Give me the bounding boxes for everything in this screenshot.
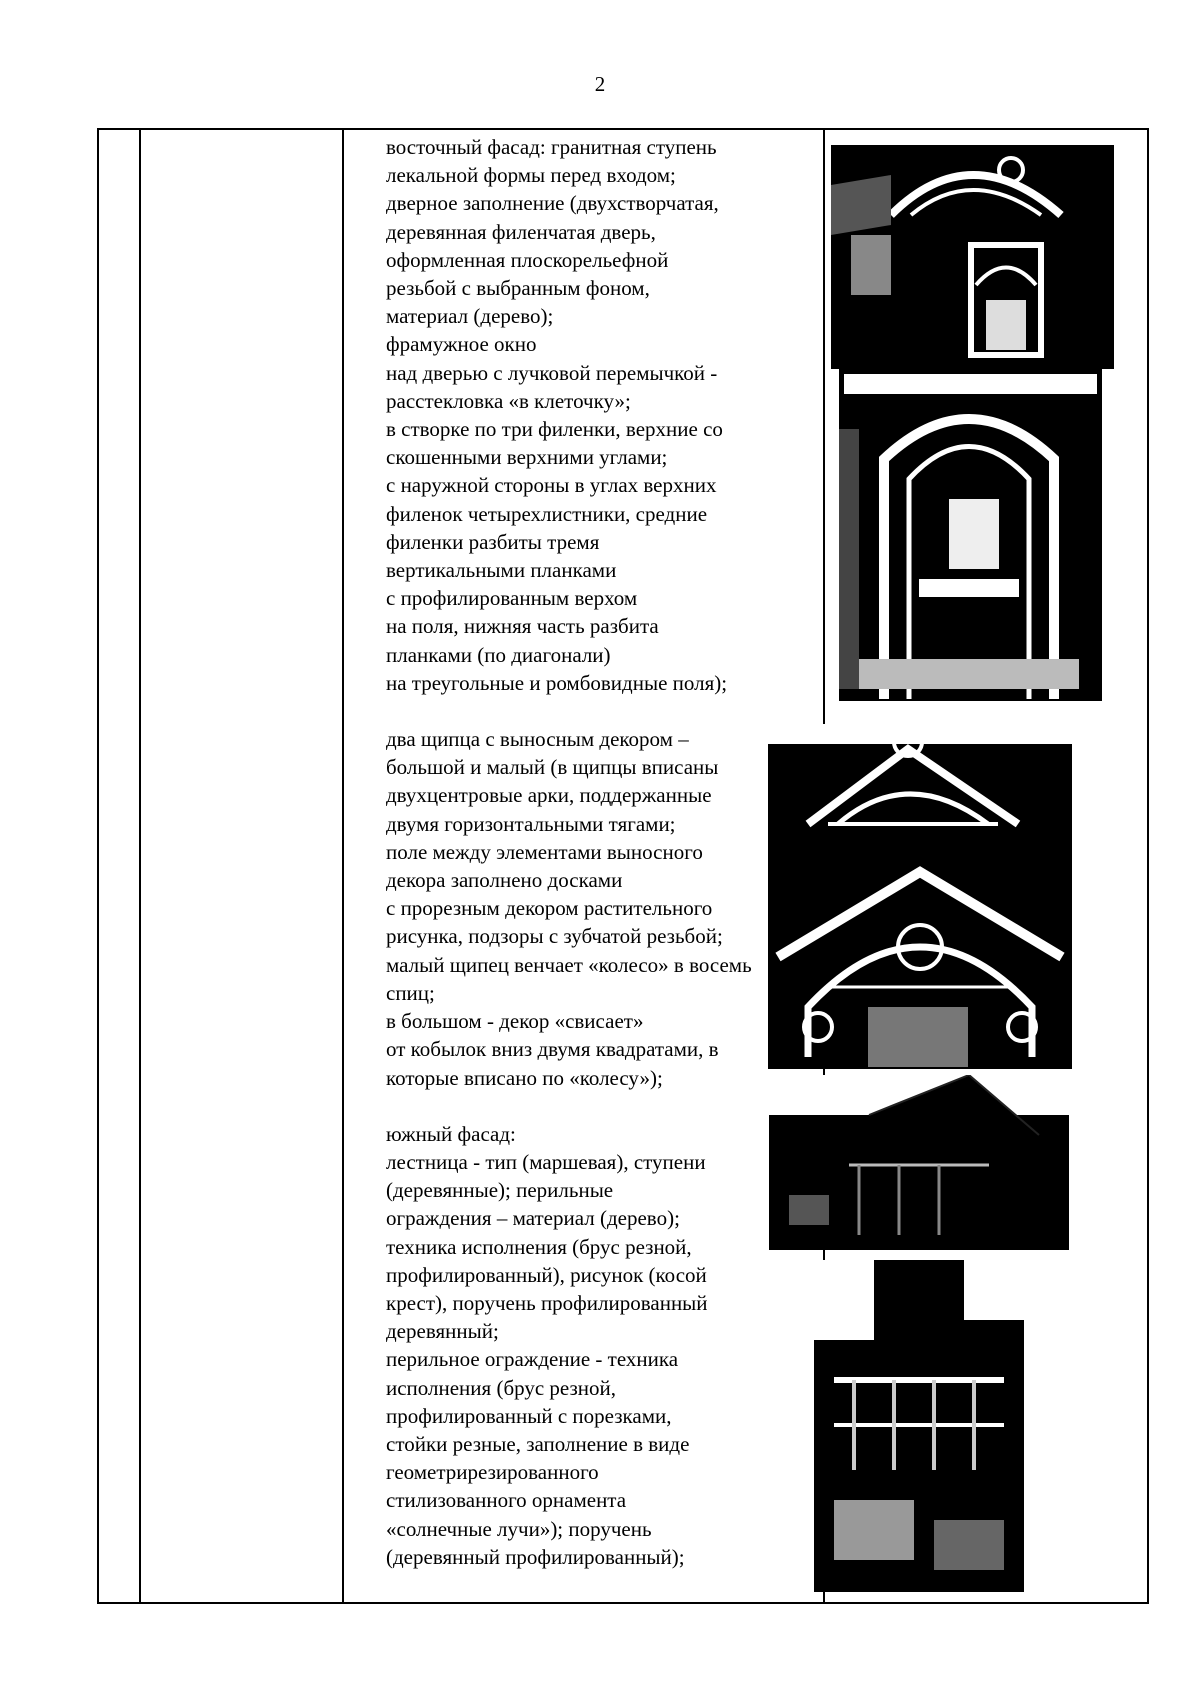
description-line: расстекловка «в клеточку»;	[386, 388, 631, 413]
description-line: с профилированным верхом	[386, 586, 638, 611]
description-line: профилированный с порезками,	[386, 1403, 672, 1428]
description-line: (деревянные); перильные	[386, 1178, 614, 1203]
description-line: на треугольные и ромбовидные поля);	[386, 670, 728, 695]
description-line: лестница - тип (маршевая), ступени	[386, 1149, 706, 1174]
description-line: крест), поручень профилированный	[386, 1290, 708, 1315]
description-line: геометрирезированного	[386, 1460, 599, 1485]
description-line: «солнечные лучи»); поручень	[386, 1516, 652, 1541]
paragraph-gap	[386, 697, 816, 725]
description-line: большой и малый (в щипцы вписаны	[386, 755, 719, 780]
description-line: восточный фасад: гранитная ступень	[386, 135, 717, 159]
photo-entrance-porch-top	[831, 145, 1114, 369]
description-line: оформленная плоскорельефной	[386, 247, 669, 272]
description-line: рисунка, подзоры с зубчатой резьбой;	[386, 924, 723, 949]
photo-south-facade-stairs	[769, 1075, 1069, 1250]
description-line: спиц;	[386, 980, 435, 1005]
description-line: от кобылок вниз двумя квадратами, в	[386, 1037, 719, 1062]
description-line: декора заполнено досками	[386, 868, 623, 893]
table-divider-1	[139, 130, 141, 1602]
description-line: скошенными верхними углами;	[386, 445, 668, 470]
description-line: двумя горизонтальными тягами;	[386, 811, 676, 836]
description-line: материал (дерево);	[386, 304, 554, 329]
description-line: техника исполнения (брус резной,	[386, 1234, 692, 1259]
description-line: малый щипец венчает «колесо» в восемь	[386, 952, 752, 977]
photo-south-railing	[814, 1260, 1024, 1592]
description-line: двухцентровые арки, поддержанные	[386, 783, 712, 808]
paragraph-gap	[386, 1092, 816, 1120]
description-line: профилированный), рисунок (косой	[386, 1262, 707, 1287]
photo-entrance-door-arch	[839, 369, 1102, 701]
description-line: поле между элементами выносного	[386, 839, 703, 864]
description-line: над дверью с лучковой перемычкой -	[386, 360, 718, 385]
table-divider-2	[342, 130, 344, 1602]
description-line: с прорезным декором растительного	[386, 896, 713, 921]
description-line: планками (по диагонали)	[386, 642, 611, 667]
description-line: в большом - декор «свисает»	[386, 1009, 644, 1034]
description-text-column	[386, 133, 816, 1571]
description-line: исполнения (брус резной,	[386, 1375, 617, 1400]
page-number: 2	[594, 72, 606, 96]
description-line: южный фасад:	[386, 1121, 516, 1146]
description-line: ограждения – материал (дерево);	[386, 1206, 680, 1231]
description-line: (деревянный профилированный);	[386, 1544, 685, 1569]
description-line: дверное заполнение (двухстворчатая,	[386, 191, 719, 216]
description-line: в створке по три филенки, верхние со	[386, 417, 723, 442]
description-line: которые вписано по «колесу»);	[386, 1065, 663, 1090]
description-line: резьбой с выбранным фоном,	[386, 276, 650, 301]
description-line: деревянный;	[386, 1319, 499, 1344]
description-line: деревянная филенчатая дверь,	[386, 219, 656, 244]
description-line: перильное ограждение - техника	[386, 1347, 679, 1372]
description-line: стойки резные, заполнение в виде	[386, 1431, 690, 1456]
description-line: два щипца с выносным декором –	[386, 727, 689, 752]
photo-small-gable	[768, 724, 1072, 857]
description-line: на поля, нижняя часть разбита	[386, 614, 659, 639]
description-table	[97, 128, 1149, 1604]
description-line: фрамужное окно	[386, 332, 537, 357]
description-line: филенки разбиты тремя	[386, 529, 600, 554]
description-line: стилизованного орнамента	[386, 1488, 627, 1513]
description-line: с наружной стороны в углах верхних	[386, 473, 717, 498]
description-line: филенок четырехлистники, средние	[386, 501, 708, 526]
description-line: вертикальными планками	[386, 558, 617, 583]
photo-large-gable	[768, 857, 1072, 1069]
description-line: лекальной формы перед входом;	[386, 163, 676, 188]
